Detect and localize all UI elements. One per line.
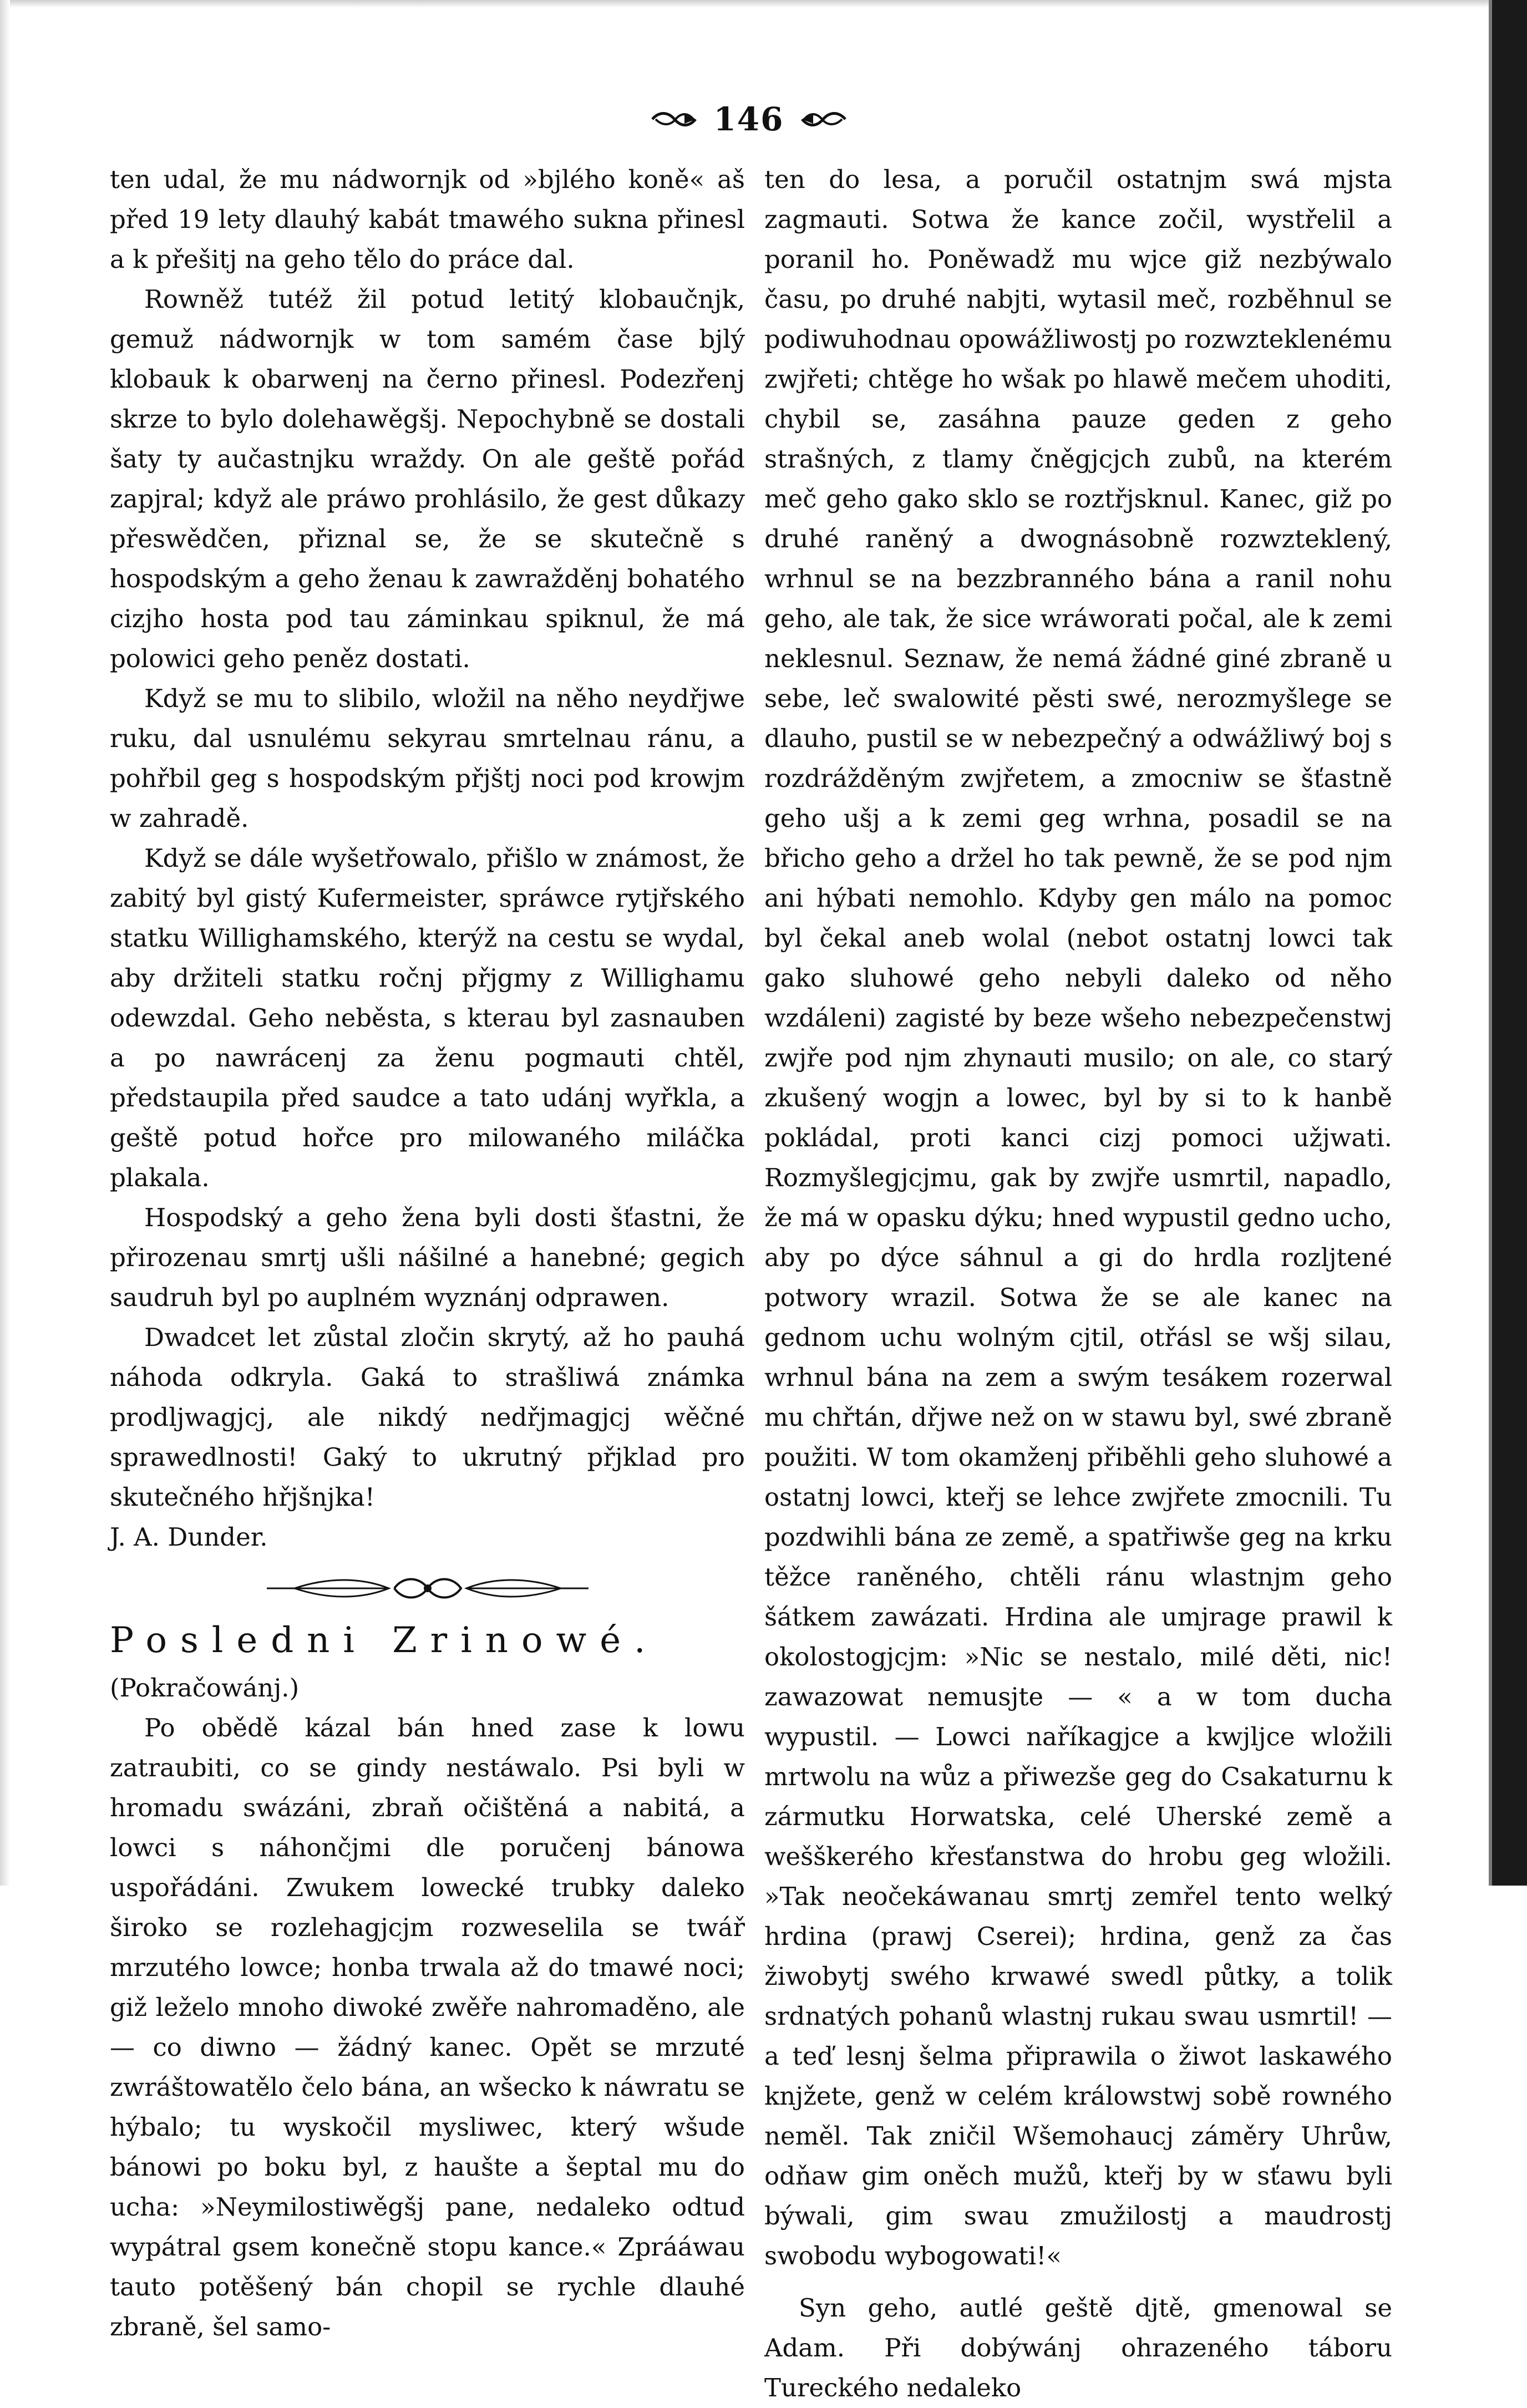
right-ornament-icon	[801, 108, 846, 130]
paragraph: Hospodský a geho žena byli dosti šťastni, že přirozenau smrtj ušli nášilné a hanebné; gegich saudruh byl po auplném wyznánj odprawen.	[110, 1203, 745, 1312]
article-subtitle: (Pokračowánj.)	[110, 1673, 300, 1703]
paragraph: Rowněž tutéž žil potud letitý klobaučnjk, gemuž nádwornjk w tom samém čase bjlý klobauk k obarwenj na černo přinesl. Podezřenj skrze to bylo dolehawěgšj. Nepochybně se dostali šaty ty aučastnjku wraždy. On ale geště pořád zapjral; když ale práwo prohlásilo, že gest důkazy přeswědčen, přiznal se, že se skutečně s hospodským a geho ženau k zawražděnj bohatého cizjho hosta pod tau záminkau spiknul, že má polowici geho peněz dostati.	[110, 285, 745, 673]
section-divider	[110, 1572, 745, 1605]
left-ornament-icon	[651, 108, 697, 130]
paragraph: Když se mu to slibilo, wložil na něho neydřjwe ruku, dal usnulému sekyrau smrtelnau ránu, a pohřbil geg s hospodským přjštj noci pod krowjm w zahradě.	[110, 684, 745, 833]
divider-ornament-icon	[261, 1572, 594, 1605]
author-signature: J. A. Dunder.	[110, 1522, 268, 1552]
paragraph: ten do lesa, a poručil ostatnjm swá mjsta zagmauti. Sotwa že kance zočil, wystřelil a poranil ho. Poněwadž mu wjce giž nezbýwalo času, po druhé nabjti, wytasil meč, rozběhnul se podiwuhodnau opowážliwostj po rozwzteklenému zwjřeti; chtěge ho wšak po hlawě mečem uhoditi, chybil se, zasáhna pauze geden z geho strašných, z tlamy čněgjcjch zubů, na kterém meč geho gako sklo se roztřjsknul. Kanec, giž po druhé raněný a dwognásobně rozwzteklený, wrhnul se na bezzbranného bána a ranil nohu geho, ale tak, že sice wráworati počal, ale k zemi neklesnul. Seznaw, že nemá žádné giné zbraně u sebe, leč swalowité pěsti swé, nerozmyšlege se dlauho, pustil se w nebezpečný a odwážliwý boj s rozdrážděným zwjřetem, a zmocniw se šťastně geho ušj a k zemi geg wrhna, posadil se na břicho geho a držel ho tak pewně, že se pod njm ani hýbati nemohlo. Kdyby gen málo na pomoc byl čekal aneb wolal (nebot ostatnj lowci tak gako sluhowé geho nebyli daleko od něho wzdáleni) zagisté by beze wšeho nebezpečenstwj zwjře pod njm zhynauti musilo; on ale, co starý zkušený wogjn a lowec, byl by si to k hanbě pokládal, proti kanci cizj pomoci užjwati. Rozmyšlegjcjmu, gak by zwjře usmrtil, napadlo, že má w opasku dýku; hned wypustil gedno ucho, aby po dýce sáhnul a gi do hrdla rozljtené potwory wrazil. Sotwa že se ale kanec na gednom uchu wolným cjtil, otřásl se wšj silau, wrhnul bána na zem a swým tesákem rozerwal mu chřtán, dřjwe než on w stawu byl, swé zbraně použiti. W tom okamženj přiběhli geho sluhowé a ostatnj lowci, kteřj se lehce zwjřete zmocnili. Tu pozdwihli bána ze země, a spatřiwše geg na krku těžce raněného, chtěli ránu wlastnjm geho šátkem zawázati. Hrdina ale umjrage prawil k okolostogjcjm: »Nic se nestalo, milé děti, nic! zawazowat nemusjte — « a w tom ducha wypustil. — Lowci naříkagjce a kwjljce wložili mrtwolu na wůz a přiwezše geg do Csakaturnu k zármutku Horwatska, celé Uherské země a wešškerého křesťanstwa do hrobu geg wložili. »Tak neočekáwanau smrtj zemřel tento welký hrdina (prawj Cserei); hrdina, genž za čas žiwobytj swého krwawé swedl půtky, a tolik srdnatých pohanů wlastnj rukau swau usmrtil! — a teď lesnj šelma připrawila o žiwot laskawého knjžete, genž w celém králowstwj sobě rowného neměl. Tak zničil Wšemohaucj záměry Uhrůw, odňaw gim oněch mužů, kteřj by w sťawu byli býwali, gim swau zmužilostj a maudrostj swobodu wybogowati!«	[764, 165, 1392, 2270]
left-column	[110, 160, 745, 2347]
scan-edge-top	[0, 0, 1492, 8]
paragraph: Když se dále wyšetřowalo, přišlo w známost, že zabitý byl gistý Kufermeister, spráwce rytjřského statku Willighamského, kterýž na cestu se wydal, aby držiteli statku ročnj přjgmy z Willighamu odewzdal. Geho neběsta, s kterau byl zasnauben a po nawrácenj za ženu pogmauti chtěl, předstaupila před saudce a tato udánj wyřkla, a geště potud hořce pro milowaného miláčka plakala.	[110, 844, 745, 1192]
paragraph: Syn geho, autlé geště djtě, gmenowal se Adam. Při dobýwánj ohrazeného táboru Tureckého nedaleko	[764, 2293, 1392, 2402]
right-column	[764, 160, 1392, 2408]
article-title: Posledni Zrinowé.	[110, 1620, 659, 1661]
paragraph: Po obědě kázal bán hned zase k lowu zatraubiti, co se gindy nestáwalo. Psi byli w hromadu swázáni, zbraň očištěná a nabitá, a lowci s náhončjmi dle poručenj bánowa uspořádáni. Zwukem lowecké trubky daleko široko se rozlehagjcjm rozweselila se twář mrzutého lowce; honba trwala až do tmawé noci; giž leželo mnoho diwoké zwěře nahromaděno, ale — co diwno — žádný kanec. Opět se mrzuté zwráštowatělo čelo bána, an wšecko k náwratu se hýbalo; tu wyskočil myslіwec, který wšude bánowi po boku byl, z haušte a šeptal mu do ucha: »Neymilostiwěgšj pane, nedaleko odtud wypátral gsem konečně stopu kance.« Zprááwau tauto potěšený bán chopil se rychle dlauhé zbraně, šel samo-	[110, 1713, 745, 2341]
page-number: 146	[713, 100, 784, 138]
page-number-header	[638, 94, 860, 144]
scan-edge-right	[1492, 0, 1527, 1886]
scan-edge-left	[0, 0, 10, 1886]
paragraph: Dwadcet let zůstal zločin skrytý, až ho pauhá náhoda odkryla. Gaká to strašliwá známka prodljwagjcj, ale nikdý nedřjmagjcj wěčné sprawedlnosti! Gaký to ukrutný přjklad pro skutečného hřjšnjka!	[110, 1323, 745, 1512]
paragraph: ten udal, že mu nádwornjk od »bjlého koně« aš před 19 lety dlauhý kabát tmawého sukna přinesl a k přešitj na geho tělo do práce dal.	[110, 165, 745, 274]
